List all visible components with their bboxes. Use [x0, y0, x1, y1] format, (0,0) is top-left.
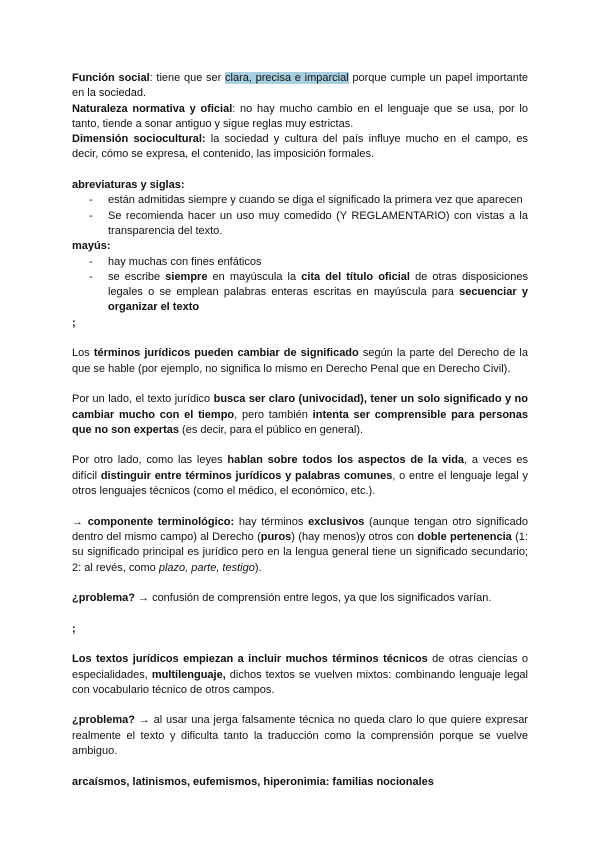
term: Naturaleza normativa y oficial: [72, 102, 233, 115]
arrow-icon: →: [72, 515, 88, 528]
paragraph-dimension-sociocultural: Dimensión sociocultural: la sociedad y cultura del país influye mucho en el campo, es decir, cómo se expresa, el contenido, las imposición formales.: [72, 133, 528, 161]
paragraph-problema-1: ¿problema? → confusión de comprensión entre legos, ya que los significados varían.: [72, 592, 492, 605]
list-mayus: [72, 255, 528, 316]
term: Función social: [72, 72, 150, 84]
list-item: - Se recomienda hacer un uso muy comedido (Y REGLAMENTARIO) con vistas a la transparencia del texto.: [72, 209, 528, 240]
semicolon-separator: ;: [72, 622, 76, 635]
paragraph-terminos-juridicos: Los términos jurídicos pueden cambiar de significado según la parte del Derecho de la que se hable (por ejemplo, no significa lo mismo en Derecho Penal que en Derecho Civil).: [72, 347, 528, 375]
semicolon-separator: ;: [72, 316, 76, 329]
term: Dimensión sociocultural:: [72, 133, 206, 146]
paragraph-problema-2: ¿problema? → al usar una jerga falsamente técnica no queda claro lo que quiere expresar realmente el texto y dificulta tanto la traducción como la comprensión porque se vuelve ambiguo.: [72, 714, 528, 758]
paragraph-por-un-lado: Por un lado, el texto jurídico busca ser claro (univocidad), tener un solo significado y no cambiar mucho con el tiempo, pero también intenta ser comprensible para personas que no son expertas (es decir, para el público en general).: [72, 393, 529, 436]
heading-mayus: mayús:: [72, 240, 111, 253]
paragraph-arcaismos: arcaísmos, latinismos, eufemismos, hiperonimia: familias nocionales: [72, 775, 434, 788]
paragraph-textos-juridicos: Los textos jurídicos empiezan a incluir muchos términos técnicos de otras ciencias o especialidades, multilenguaje, dichos textos se vuelven mixtos: combinando lenguaje legal con vocabulario técnico de otros campos.: [72, 653, 528, 696]
paragraph-naturaleza-normativa: Naturaleza normativa y oficial: no hay mucho cambio en el lenguaje que se usa, por lo tanto, tiende a sonar antiguo y sigue reglas muy estrictas.: [72, 102, 528, 130]
list-abreviaturas: [72, 193, 528, 239]
heading-abreviaturas: abreviaturas y siglas:: [72, 179, 185, 192]
list-item: - hay muchas con fines enfáticos: [72, 255, 528, 270]
paragraph-funcion-social: Función social: tiene que ser clara, precisa e imparcial porque cumple un papel importante en la sociedad.: [72, 72, 528, 100]
paragraph-por-otro-lado: Por otro lado, como las leyes hablan sobre todos los aspectos de la vida, a veces es difícil distinguir entre términos jurídicos y palabras comunes, o entre el lenguaje legal y otros lenguajes técnicos (como el médico, el económico, etc.).: [72, 454, 529, 498]
list-item: - están admitidas siempre y cuando se diga el significado la primera vez que aparecen: [72, 193, 528, 208]
highlighted-text: clara, precisa e imparcial: [225, 72, 349, 84]
paragraph-componente-terminologico: → componente terminológico: hay términos exclusivos (aunque tengan otro significado dentro del mismo campo) al Derecho (puros) (hay menos)y otros con doble pertenencia (1: su significado principal es jurídico pero en la lengua general tiene un significado secundario; 2: al revés, como plazo, parte, testigo).: [72, 515, 529, 574]
list-item: - se escribe siempre en mayúscula la cita del título oficial de otras disposiciones legales o se emplean palabras enteras escritas en mayúscula para secuenciar y organizar el texto: [72, 270, 528, 316]
